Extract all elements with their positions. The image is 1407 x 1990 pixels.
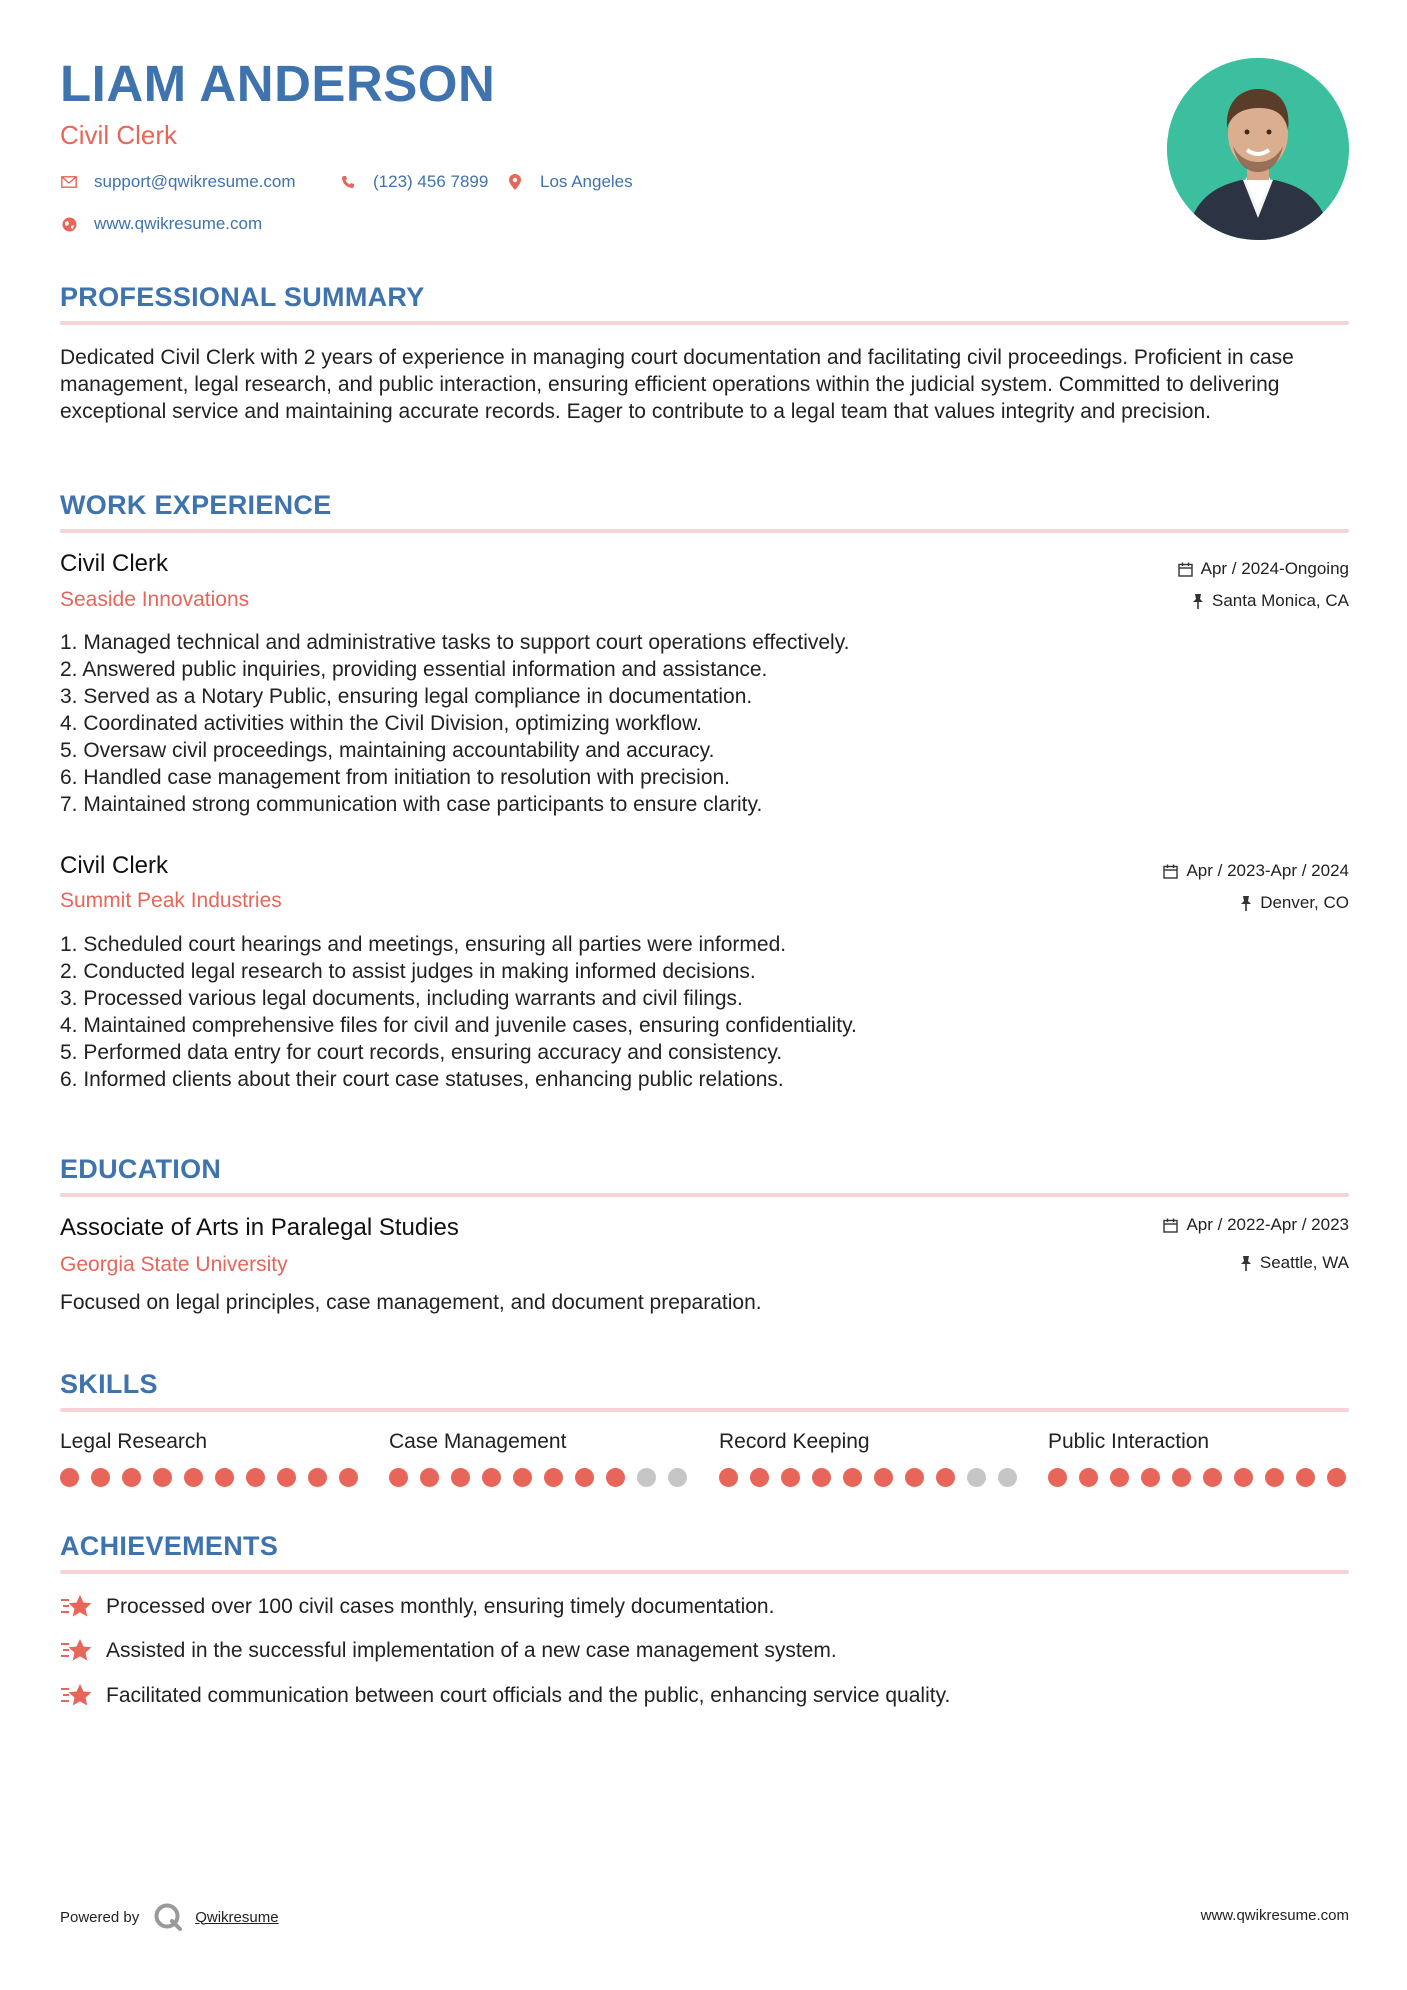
job-bullets: [60, 931, 857, 1093]
skill-rating: [1048, 1468, 1346, 1487]
skill-dot-filled: [1296, 1468, 1315, 1487]
job-location-text: Santa Monica, CA: [1211, 591, 1349, 610]
skill-dot-filled: [575, 1468, 594, 1487]
footer-website[interactable]: www.qwikresume.com: [1200, 1907, 1349, 1924]
list-item: 1. Scheduled court hearings and meetings, ensuring all parties were informed.: [60, 933, 787, 956]
skill-dot-filled: [153, 1468, 172, 1487]
calendar-icon: [1163, 1218, 1178, 1233]
skill-dot-filled: [308, 1468, 327, 1487]
skill-dot-empty: [637, 1468, 656, 1487]
skill-dot-filled: [1203, 1468, 1222, 1487]
skill-dot-filled: [184, 1468, 203, 1487]
skill-dot-filled: [277, 1468, 296, 1487]
skill-name: Legal Research: [60, 1430, 208, 1453]
achievement-item: [60, 1592, 774, 1622]
job-location: [1240, 893, 1349, 913]
section-divider: [60, 529, 1349, 533]
education-location: [1240, 1253, 1349, 1273]
achievement-item: [60, 1636, 837, 1666]
skill-item: [389, 1430, 687, 1487]
powered-by-label: Powered by: [60, 1908, 140, 1926]
candidate-name: LIAM ANDERSON: [60, 55, 496, 112]
job-dates-text: Apr / 2023-Apr / 2024: [1186, 861, 1349, 880]
job-location: [1192, 591, 1349, 611]
phone-contact[interactable]: [339, 172, 488, 192]
list-item: 7. Maintained strong communication with case participants to ensure clarity.: [60, 793, 763, 816]
job-company: Summit Peak Industries: [60, 889, 282, 912]
skill-item: [1048, 1430, 1346, 1487]
school-name: Georgia State University: [60, 1253, 288, 1276]
pin-icon: [1240, 896, 1252, 911]
list-item: 4. Coordinated activities within the Civil Division, optimizing workflow.: [60, 712, 702, 735]
qwikresume-logo-icon: [153, 1902, 183, 1932]
list-item: 6. Informed clients about their court case statuses, enhancing public relations.: [60, 1068, 784, 1091]
website-contact[interactable]: [60, 214, 262, 234]
skill-dot-filled: [781, 1468, 800, 1487]
location-text: Los Angeles: [540, 172, 633, 191]
skill-rating: [389, 1468, 687, 1487]
star-icon: [60, 1592, 94, 1622]
education-location-text: Seattle, WA: [1259, 1253, 1349, 1272]
phone-text: (123) 456 7899: [373, 172, 489, 191]
section-divider: [60, 1408, 1349, 1412]
skill-dot-filled: [91, 1468, 110, 1487]
skill-dot-filled: [246, 1468, 265, 1487]
skills-heading: SKILLS: [60, 1369, 158, 1399]
skill-dot-filled: [122, 1468, 141, 1487]
summary-heading: PROFESSIONAL SUMMARY: [60, 282, 425, 312]
list-item: 5. Oversaw civil proceedings, maintaining accountability and accuracy.: [60, 739, 715, 762]
job-dates: [1178, 559, 1349, 579]
skill-dot-filled: [874, 1468, 893, 1487]
skill-dot-filled: [812, 1468, 831, 1487]
skill-name: Case Management: [389, 1430, 567, 1453]
education-dates: [1163, 1215, 1349, 1235]
footer-powered-by: [60, 1902, 279, 1932]
website-text: www.qwikresume.com: [94, 214, 263, 233]
education-description: Focused on legal principles, case management, and document preparation.: [60, 1291, 762, 1314]
skill-dot-filled: [1234, 1468, 1253, 1487]
skill-dot-filled: [482, 1468, 501, 1487]
brand-link[interactable]: Qwikresume: [195, 1908, 279, 1926]
list-item: 6. Handled case management from initiation to resolution with precision.: [60, 766, 731, 789]
list-item: 2. Conducted legal research to assist judges in making informed decisions.: [60, 960, 756, 983]
skill-item: [719, 1430, 1017, 1487]
skill-dot-filled: [389, 1468, 408, 1487]
skill-dot-empty: [967, 1468, 986, 1487]
job-company: Seaside Innovations: [60, 588, 250, 611]
skill-name: Record Keeping: [719, 1430, 870, 1453]
achievement-text: Facilitated communication between court officials and the public, enhancing service quality.: [106, 1684, 951, 1707]
job-location-text: Denver, CO: [1260, 893, 1349, 912]
star-icon: [60, 1681, 94, 1711]
skill-item: [60, 1430, 358, 1487]
skill-rating: [60, 1468, 358, 1487]
candidate-role: Civil Clerk: [60, 120, 177, 150]
list-item: 2. Answered public inquiries, providing essential information and assistance.: [60, 658, 768, 681]
list-item: 3. Processed various legal documents, including warrants and civil filings.: [60, 987, 743, 1010]
achievement-item: [60, 1681, 950, 1711]
job-dates-text: Apr / 2024-Ongoing: [1200, 559, 1349, 578]
section-divider: [60, 321, 1349, 325]
skill-dot-empty: [668, 1468, 687, 1487]
email-text: support@qwikresume.com: [94, 172, 296, 191]
skill-dot-filled: [1079, 1468, 1098, 1487]
list-item: 1. Managed technical and administrative tasks to support court operations effectively.: [60, 631, 850, 654]
pin-icon: [1192, 594, 1204, 609]
mail-icon: [60, 173, 78, 191]
skill-dot-filled: [606, 1468, 625, 1487]
skill-dot-filled: [1265, 1468, 1284, 1487]
skill-dot-filled: [719, 1468, 738, 1487]
achievements-heading: ACHIEVEMENTS: [60, 1531, 279, 1561]
skill-rating: [719, 1468, 1017, 1487]
job-bullets: [60, 629, 850, 818]
degree-title: Associate of Arts in Paralegal Studies: [60, 1214, 459, 1241]
job-dates: [1163, 861, 1349, 881]
skill-dot-filled: [215, 1468, 234, 1487]
skill-dot-filled: [905, 1468, 924, 1487]
skill-dot-filled: [1172, 1468, 1191, 1487]
skill-dot-filled: [451, 1468, 470, 1487]
calendar-icon: [1163, 864, 1178, 879]
job-title: Civil Clerk: [60, 852, 168, 879]
pin-icon: [1240, 1256, 1252, 1271]
skill-dot-filled: [513, 1468, 532, 1487]
list-item: 5. Performed data entry for court records, ensuring accuracy and consistency.: [60, 1041, 783, 1064]
skill-dot-empty: [998, 1468, 1017, 1487]
skill-dot-filled: [750, 1468, 769, 1487]
skill-dot-filled: [60, 1468, 79, 1487]
skill-dot-filled: [1048, 1468, 1067, 1487]
achievement-text: Processed over 100 civil cases monthly, ensuring timely documentation.: [106, 1595, 775, 1618]
map-pin-icon: [506, 173, 524, 191]
experience-heading: WORK EXPERIENCE: [60, 490, 332, 520]
profile-photo: [1167, 58, 1349, 240]
skill-dot-filled: [1110, 1468, 1129, 1487]
job-title: Civil Clerk: [60, 550, 168, 577]
skill-dot-filled: [1327, 1468, 1346, 1487]
achievement-text: Assisted in the successful implementation of a new case management system.: [106, 1639, 837, 1662]
skill-name: Public Interaction: [1048, 1430, 1210, 1453]
summary-text: Dedicated Civil Clerk with 2 years of experience in managing court documentation and facilitating civil proceedings. Proficient in case management, legal research, and public interaction, ensuring efficient operations within the judicial system. Committed to delivering exceptional service and maintaining accurate records. Eager to contribute to a legal team that values integrity and precision.: [60, 346, 1294, 423]
education-dates-text: Apr / 2022-Apr / 2023: [1186, 1215, 1349, 1234]
skill-dot-filled: [1141, 1468, 1160, 1487]
skill-dot-filled: [936, 1468, 955, 1487]
list-item: 4. Maintained comprehensive files for civil and juvenile cases, ensuring confidentiality.: [60, 1014, 857, 1037]
email-contact[interactable]: [60, 172, 296, 192]
education-heading: EDUCATION: [60, 1154, 222, 1184]
star-icon: [60, 1636, 94, 1666]
phone-icon: [339, 173, 357, 191]
location-contact: [506, 172, 633, 192]
skill-dot-filled: [420, 1468, 439, 1487]
globe-icon: [60, 215, 78, 233]
skill-dot-filled: [544, 1468, 563, 1487]
section-divider: [60, 1193, 1349, 1197]
list-item: 3. Served as a Notary Public, ensuring legal compliance in documentation.: [60, 685, 753, 708]
skill-dot-filled: [843, 1468, 862, 1487]
calendar-icon: [1178, 562, 1193, 577]
section-divider: [60, 1570, 1349, 1574]
skill-dot-filled: [339, 1468, 358, 1487]
